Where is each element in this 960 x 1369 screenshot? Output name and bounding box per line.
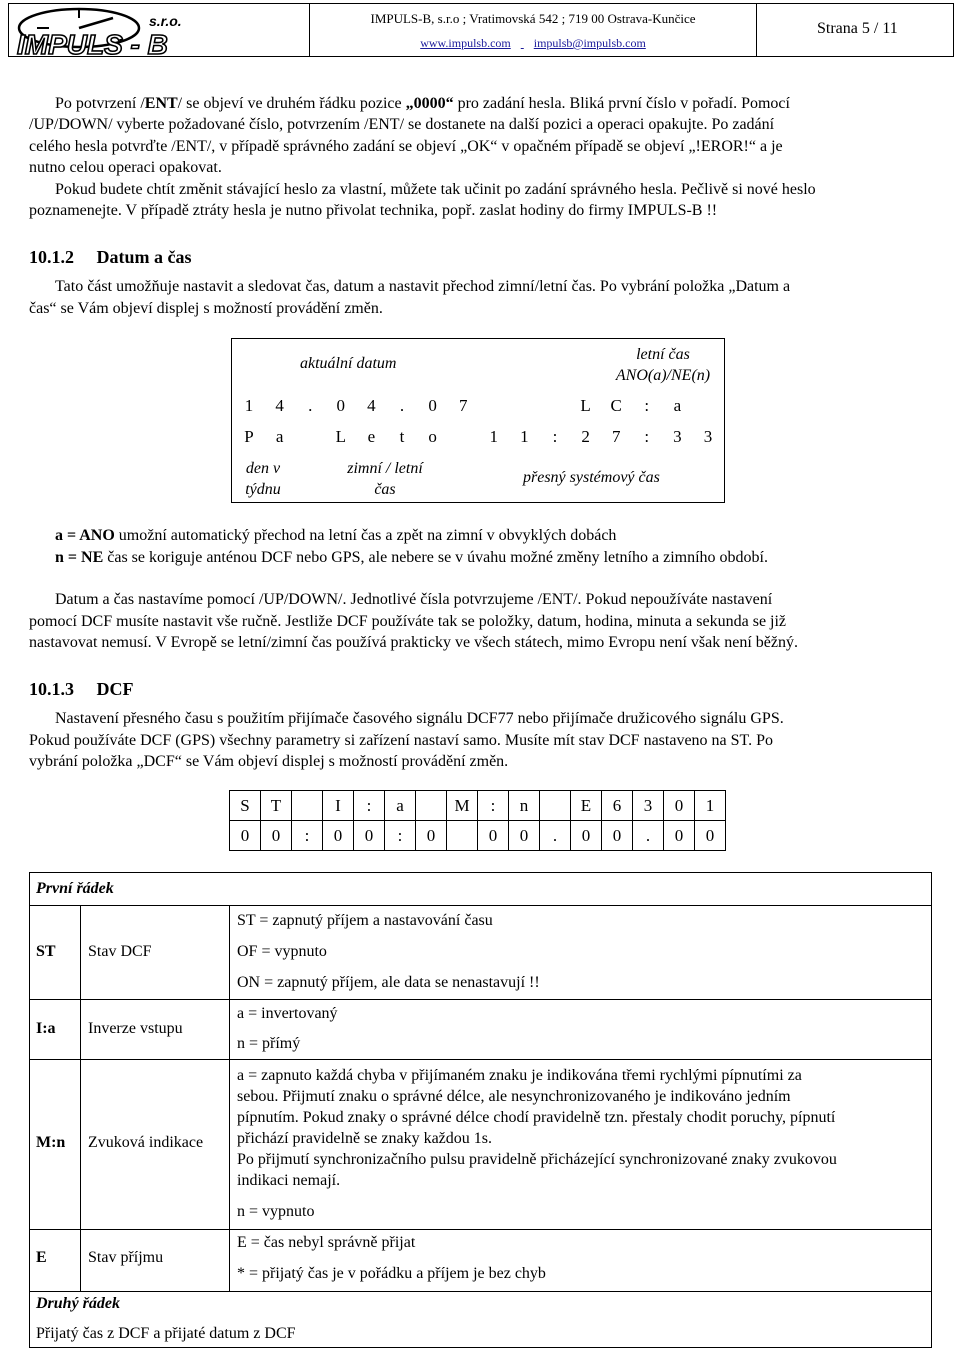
setting-line-2: pomocí DCF musíte nastavit vše ručně. Jestliže DCF používáte tak se položky, datum, hodina, minuta a sekunda se již <box>29 613 787 630</box>
intro-line-6: poznamenejte. V případě ztráty hesla je nutno přivolat technika, popř. zaslat hodiny do firmy IMPULS-B !! <box>29 202 718 219</box>
logo-sro: s.r.o. <box>149 13 182 29</box>
label-day-of-week: den v týdnu <box>245 460 281 498</box>
mn-desc-7: n = vypnuto <box>237 1203 315 1220</box>
website-link[interactable]: www.impulsb.com <box>420 36 511 50</box>
mn-code: M:n <box>36 1134 66 1151</box>
e-code: E <box>36 1249 47 1266</box>
display-cell: . <box>540 821 571 851</box>
display-cell: 0 <box>230 821 261 851</box>
display-cell: n <box>509 791 540 821</box>
display2-row-2 <box>230 821 726 851</box>
logo-graphic <box>9 4 309 56</box>
label-summer-time: letní čas ANO(a)/NE(n) <box>615 346 711 384</box>
company-address: IMPULS-B, s.r.o ; Vratimovská 542 ; 719 00 Ostrava-Kunčice <box>370 11 696 26</box>
display-char: e <box>367 427 376 446</box>
mn-desc-6: indikaci nemají. <box>237 1172 341 1189</box>
mn-desc-2: sebou. Přijmutí znaku o správné délce, ale nesynchronizovaného je indikováno jedním <box>237 1088 791 1105</box>
st-desc-2: OF = vypnuto <box>237 943 327 960</box>
sec-1012-line-1: Tato část umožňuje nastavit a sledovat čas, datum a nastavit přechod zimní/letní čas. Po vybrání položka „Datum a <box>55 278 791 295</box>
display-cell: 0 <box>695 821 726 851</box>
display-char: 3 <box>703 427 713 446</box>
display-char: 0 <box>428 396 437 415</box>
display-char: 7 <box>458 396 468 415</box>
ia-desc-1: a = invertovaný <box>237 1005 338 1022</box>
page-number: 5 / 11 <box>861 20 898 37</box>
st-code: ST <box>36 943 56 960</box>
ia-desc-2: n = přímý <box>237 1035 301 1052</box>
display-char: 1 <box>520 427 529 446</box>
section-heading-1013: 10.1.3 DCF <box>29 679 134 699</box>
intro-line-4: nutno celou operaci opakovat. <box>29 159 222 176</box>
display-cell: : <box>354 791 385 821</box>
dcf-legend <box>29 872 932 1348</box>
display-char: 2 <box>581 427 590 446</box>
label-winter-summer: zimní / letní čas <box>347 460 423 498</box>
display-cell: . <box>633 821 664 851</box>
display-char: . <box>308 396 313 415</box>
display-cell: 0 <box>664 821 695 851</box>
display-cell <box>416 791 447 821</box>
display-char: : <box>644 396 650 415</box>
second-row-title: Druhý řádek <box>36 1295 121 1312</box>
display-dcf <box>229 790 726 851</box>
display-char: . <box>399 396 405 415</box>
mn-desc-5: Po přijmutí synchronizačního pulsu pravidelně přicházející synchronizované znaky zvukovou <box>237 1151 837 1168</box>
ia-code: I:a <box>36 1020 56 1037</box>
sec-1013-line-2: Pokud používáte DCF (GPS) všechny parametry si zařízení nastaví samo. Musíte mít stav DCF nastaveno na ST. Po <box>29 732 774 749</box>
display-char: t <box>399 427 405 446</box>
page-number-box <box>757 4 953 56</box>
mn-name: Zvuková indikace <box>88 1134 204 1151</box>
ia-name: Inverze vstupu <box>88 1020 183 1037</box>
display-char: 1 <box>244 396 254 415</box>
logo-text: IMPULS - B <box>17 29 168 56</box>
company-logo <box>9 4 310 56</box>
display-cell: 3 <box>633 791 664 821</box>
display-cell: 0 <box>602 821 633 851</box>
display-char: 0 <box>336 396 346 415</box>
page-label: Strana <box>817 20 858 37</box>
display-cell: S <box>230 791 261 821</box>
display-cell <box>540 791 571 821</box>
intro-line-3: celého hesla potvrďte /ENT/, v případě správného zadání se objeví „OK“ v opačném případě se objeví „!EROR!“ a je <box>29 138 783 155</box>
display-cell: 0 <box>354 821 385 851</box>
display-cell: 1 <box>695 791 726 821</box>
display-char: : <box>552 427 558 446</box>
display-cell <box>292 791 323 821</box>
display-char: L <box>335 427 346 446</box>
display-cell: E <box>571 791 602 821</box>
display-char: 4 <box>367 396 376 415</box>
ne-line: n = NE čas se koriguje anténou DCF nebo GPS, ale nebere se v úvahu možné změny letního a zimního období. <box>55 549 768 566</box>
label-current-date: aktuální datum <box>300 355 397 372</box>
display-char: C <box>610 396 622 415</box>
label-system-time: přesný systémový čas <box>523 469 660 486</box>
st-name: Stav DCF <box>88 943 152 960</box>
intro-line-5: Pokud budete chtít změnit stávající heslo za vlastní, můžete tak učinit po zadání správného hesla. Pečlivě si nové heslo <box>55 181 816 198</box>
intro-line-2: /UP/DOWN/ vyberte požadované číslo, potvrzením /ENT/ se dostanete na další pozici a operaci opakujte. Po zadání <box>29 116 775 133</box>
display-cell: 0 <box>416 821 447 851</box>
setting-line-1: Datum a čas nastavíme pomocí /UP/DOWN/. Jednotlivé čísla potvrzujeme /ENT/. Pokud nepoužíváte nastavení <box>55 591 773 608</box>
sec-1013-line-1: Nastavení přesného času s použitím přijímače časového signálu DCF77 nebo přijímače družicového signálu GPS. <box>55 710 784 727</box>
ano-line: a = ANO umožní automatický přechod na letní čas a zpět na zimní v obvyklých dobách <box>55 527 617 544</box>
display-cell: M <box>447 791 478 821</box>
display-char: 3 <box>673 427 682 446</box>
e-desc-2: * = přijatý čas je v pořádku a příjem je bez chyb <box>237 1265 546 1282</box>
st-desc-3: ON = zapnutý příjem, ale data se nenastavují !! <box>237 974 540 991</box>
e-name: Stav příjmu <box>88 1249 164 1266</box>
display-cell: 0 <box>664 791 695 821</box>
page-header <box>8 3 954 57</box>
mn-desc-3: pípnutím. Pokud znaky o správné délce chodí pravidelně tzn. přestaly chodit poruchy, pípnutí <box>237 1109 836 1126</box>
email-link[interactable]: impulsb@impulsb.com <box>533 36 646 50</box>
section-heading-1012: 10.1.2 Datum a čas <box>29 247 192 267</box>
first-row-title: První řádek <box>36 880 114 897</box>
display-char: P <box>244 427 254 446</box>
display-cell: a <box>385 791 416 821</box>
display-char: 1 <box>489 427 499 446</box>
second-row-text: Přijatý čas z DCF a přijaté datum z DCF <box>36 1325 296 1342</box>
display-cell: 0 <box>478 821 509 851</box>
display-cell: 0 <box>323 821 354 851</box>
display-cell: : <box>385 821 416 851</box>
display-cell: 6 <box>602 791 633 821</box>
st-desc-1: ST = zapnutý příjem a nastavování času <box>237 912 493 929</box>
display-cell: T <box>261 791 292 821</box>
display-char: : <box>644 427 650 446</box>
sec-1013-line-3: vybrání položka „DCF“ se Vám objeví displej s možností provádění změn. <box>29 753 509 770</box>
header-company-info <box>310 4 757 56</box>
display-cell: 0 <box>509 821 540 851</box>
mn-desc-4: přichází pravidelně se znaky každou 1s. <box>237 1130 493 1147</box>
e-desc-1: E = čas nebyl správně přijat <box>237 1234 416 1251</box>
display-char: a <box>673 396 682 415</box>
display-char: L <box>580 396 591 415</box>
intro-line-1: Po potvrzení /ENT/ se objeví ve druhém řádku pozice „0000“ pro zadání hesla. Bliká první číslo v pořadí. Pomocí <box>55 95 790 112</box>
display-char: 7 <box>611 427 621 446</box>
display2-row-1 <box>230 791 726 821</box>
display-cell <box>447 821 478 851</box>
display-cell: I <box>323 791 354 821</box>
display-cell: : <box>478 791 509 821</box>
sec-1012-line-2: čas“ se Vám objeví displej s možností provádění změn. <box>29 300 383 317</box>
display-char: 4 <box>275 396 284 415</box>
setting-line-3: nastavovat nemusí. V Evropě se letní/zimní čas používá prakticky ve všech státech, mimo Evropu není však není běžný. <box>29 634 798 651</box>
display-cell: : <box>292 821 323 851</box>
display-char: o <box>428 427 437 446</box>
mn-desc-1: a = zapnuto každá chyba v přijímaném znaku je indikována třemi rychlými pípnutími za <box>237 1067 802 1084</box>
display-cell: 0 <box>261 821 292 851</box>
display-char: a <box>275 427 284 446</box>
display-cell: 0 <box>571 821 602 851</box>
